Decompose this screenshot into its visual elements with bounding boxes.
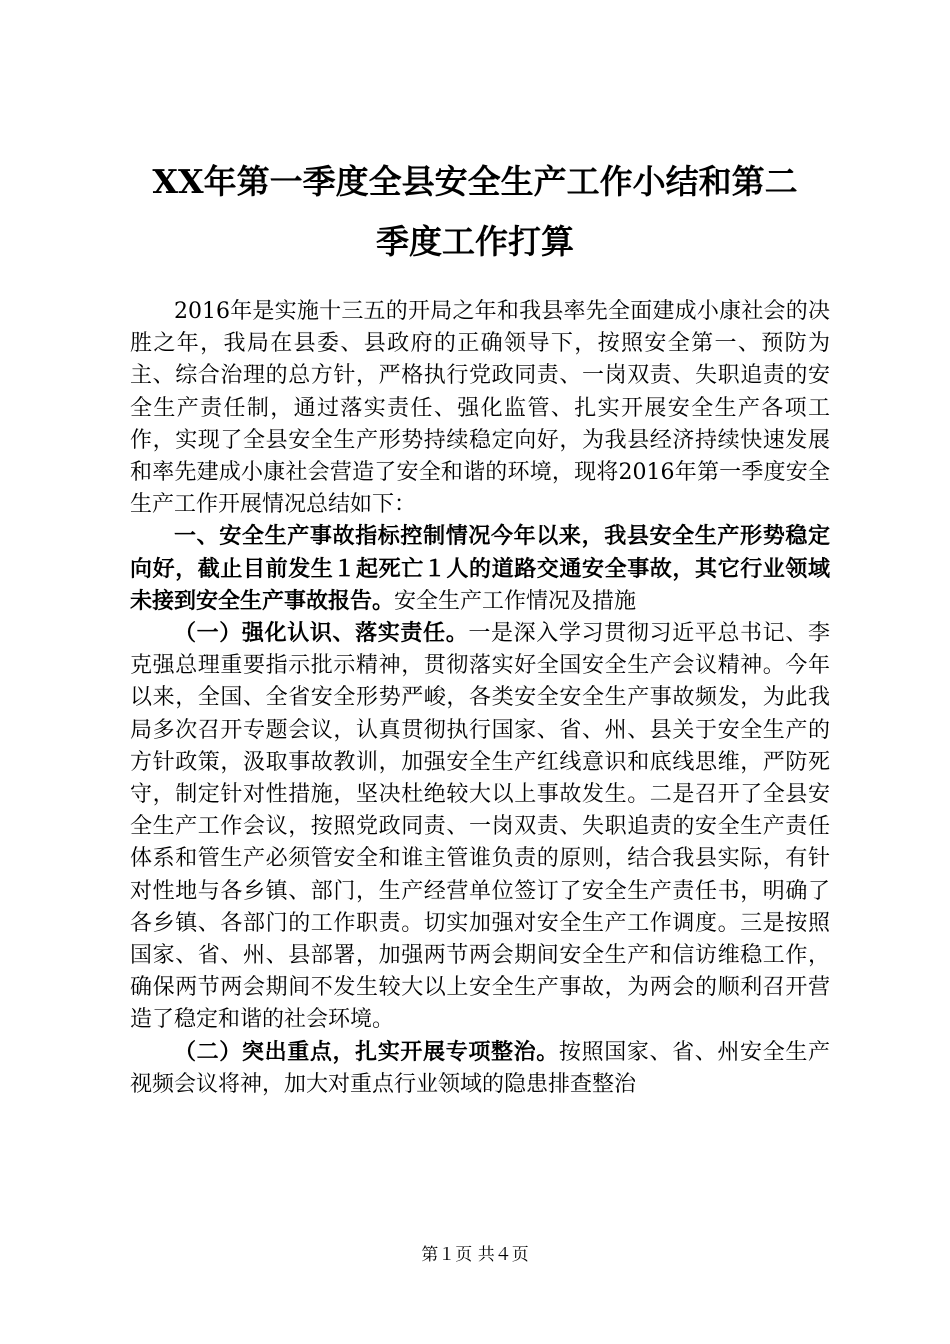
section2-heading: （一）强化认识、落实责任。 <box>174 621 469 647</box>
section3-text: 按照国家、省、州安全生产视频会议将神，加大对重点行业领域的隐患排查整治 <box>130 1039 830 1097</box>
section2-text: 一是深入学习贯彻习近平总书记、李克强总理重要指示批示精神，贯彻落实好全国安全生产会议精神。今年以来，全国、全省安全形势严峻，各类安全安全生产事故频发，为此我局多次召开专题会议，认真贯彻执行国家、省、州、县关于安全生产的方针政策，汲取事故教训，加强安全生产红线意识和底线思维，严防死守，制定针对性措施，坚决杜绝较大以上事故发生。二是召开了全县安全生产工作会议，按照党政同责、一岗双责、失职追责的安全生产责任体系和管生产必须管安全和谁主管谁负责的原则，结合我县实际，有针对性地与各乡镇、部门，生产经营单位签订了安全生产责任书，明确了各乡镇、各部门的工作职责。切实加强对安全生产工作调度。三是按照国家、省、州、县部署，加强两节两会期间安全生产和信访维稳工作，确保两节两会期间不发生较大以上安全生产事故，为两会的顺利召开营造了稳定和谐的社会环境。 <box>130 621 830 1033</box>
document-title-line2: 季度工作打算 <box>376 222 574 261</box>
section1-paragraph <box>130 521 830 618</box>
section3-heading: （二）突出重点，扎实开展专项整治。 <box>174 1039 559 1065</box>
section1-text: 安全生产工作情况及措施 <box>394 588 637 614</box>
section3-paragraph <box>130 1037 830 1101</box>
section1-heading: 一、安全生产事故指标控制情况今年以来，我县安全生产形势稳定向好，截止目前发生１起死亡１人的道路交通安全事故，其它行业领域未接到安全生产事故报告。 <box>130 524 830 614</box>
intro-paragraph: 2016年是实施十三五的开局之年和我县率先全面建成小康社会的决胜之年，我局在县委、县政府的正确领导下，按照安全第一、预防为主、综合治理的总方针，严格执行党政同责、一岗双责、失职追责的安全生产责任制，通过落实责任、强化监管、扎实开展安全生产各项工作，实现了全县安全生产形势持续稳定向好，为我县经济持续快速发展和率先建成小康社会营造了安全和谐的环境，现将2016年第一季度安全生产工作开展情况总结如下： <box>130 299 830 518</box>
document-title-line1: XX年第一季度全县安全生产工作小结和第二 <box>152 162 798 201</box>
section2-paragraph <box>130 618 830 1037</box>
page-footer: 第１页 共４页 <box>421 1245 529 1265</box>
document-body <box>130 296 830 1101</box>
